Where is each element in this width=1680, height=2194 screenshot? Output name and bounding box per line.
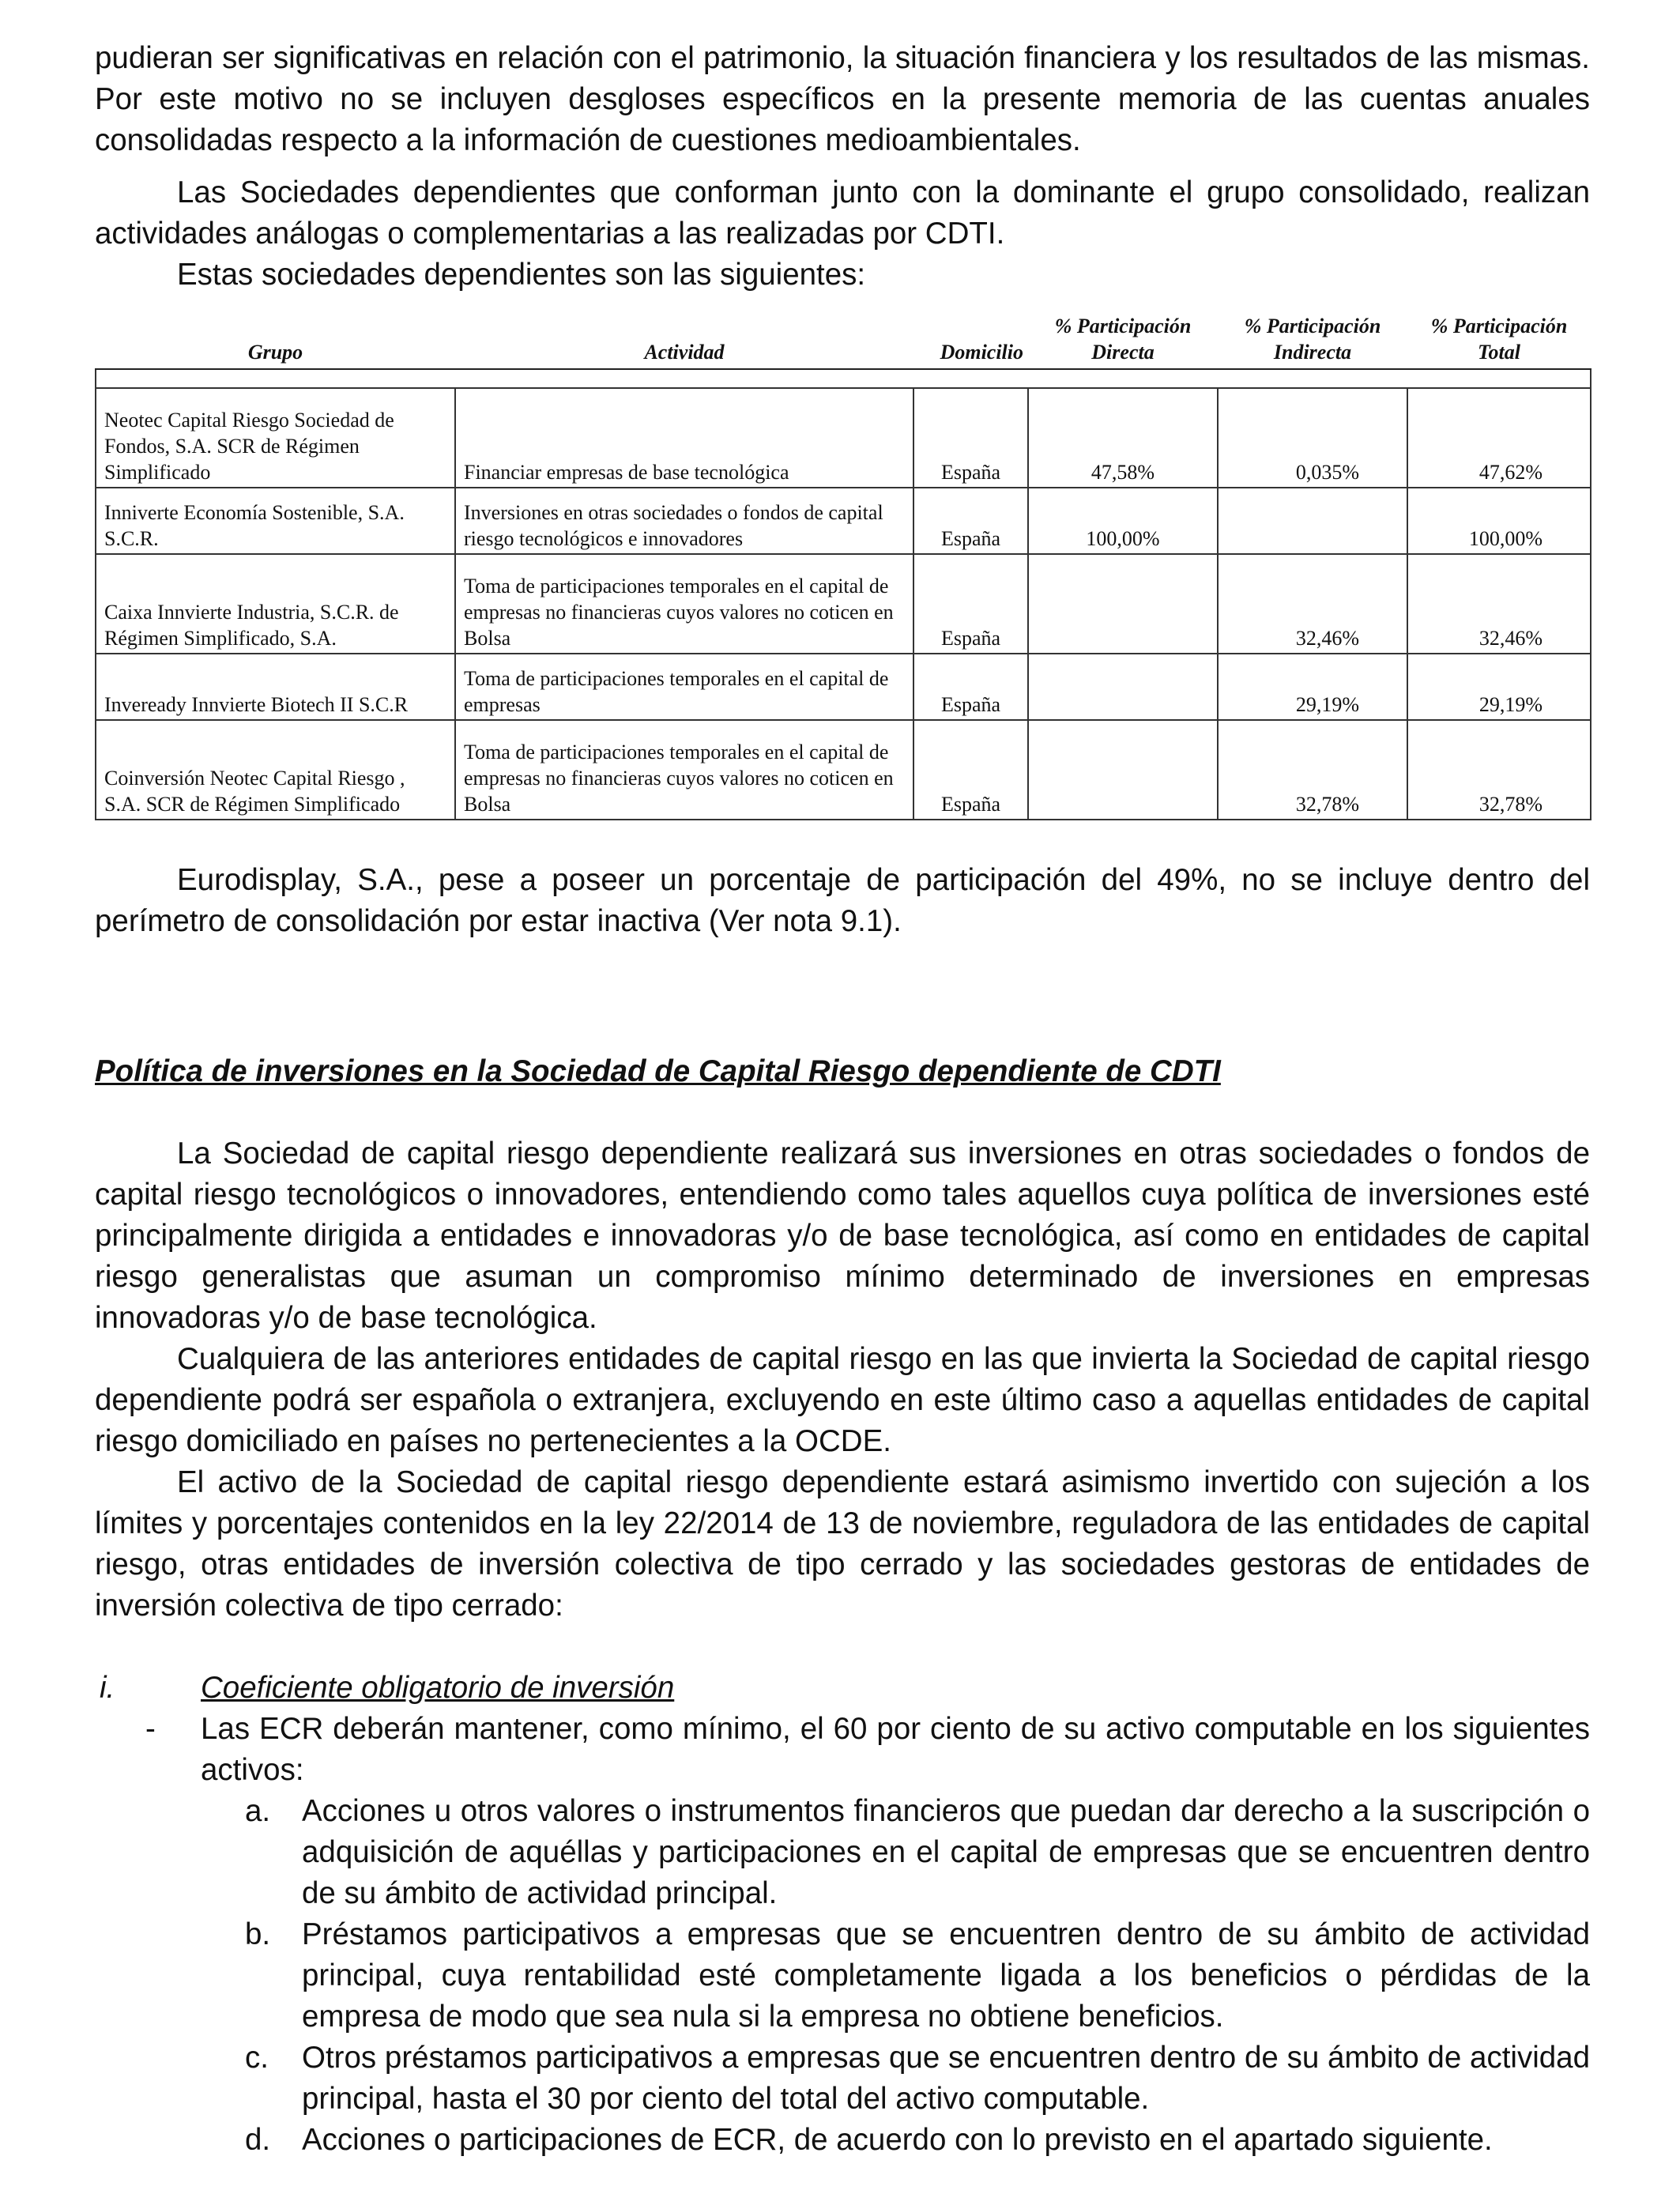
cell-indirecta: 0,035% <box>1218 388 1407 488</box>
header-total: % Participación Total <box>1407 313 1591 369</box>
header-grupo: Grupo <box>96 313 455 369</box>
coeficiente-title: Coeficiente obligatorio de inversión <box>201 1671 675 1705</box>
cell-indirecta: 29,19% <box>1218 654 1407 720</box>
eurodisplay-paragraph: Eurodisplay, S.A., pese a poseer un porcentaje de participación del 49%, no se incluye dentro del perímetro de consolidación por estar inactiva (Ver nota 9.1). <box>95 863 1590 938</box>
cell-actividad: Toma de participaciones temporales en el capital de empresas no financieras cuyos valores no coticen en Bolsa <box>455 554 913 654</box>
cell-grupo: Inniverte Economía Sostenible, S.A. S.C.R. <box>96 488 455 554</box>
subsidiaries-table <box>95 313 1591 820</box>
list-marker: d. <box>245 2123 271 2157</box>
list-marker: b. <box>245 1917 271 1951</box>
table-row <box>96 488 1591 554</box>
intro-paragraph-2: Las Sociedades dependientes que conforman junto con la dominante el grupo consolidado, realizan actividades análogas o complementarias a las realizadas por CDTI. <box>95 175 1590 251</box>
table-row <box>96 720 1591 820</box>
cell-total: 47,62% <box>1407 388 1591 488</box>
cell-domicilio: España <box>913 720 1028 820</box>
list-item-text: Préstamos participativos a empresas que se encuentren dentro de su ámbito de actividad principal, cuya rentabilidad esté completamente ligada a los beneficios o pérdidas de la empresa de modo que sea nula si la empresa no obtiene beneficios. <box>302 1917 1590 2034</box>
table-header-row <box>96 313 1591 369</box>
cell-domicilio: España <box>913 654 1028 720</box>
cell-directa: 47,58% <box>1028 388 1218 488</box>
cell-grupo: Coinversión Neotec Capital Riesgo , S.A. SCR de Régimen Simplificado <box>96 720 455 820</box>
cell-indirecta: 32,46% <box>1218 554 1407 654</box>
table-row <box>96 654 1591 720</box>
header-domicilio: Domicilio <box>913 313 1028 369</box>
list-item-text: Otros préstamos participativos a empresas que se encuentren dentro de su ámbito de actividad principal, hasta el 30 por ciento del total del activo computable. <box>302 2041 1590 2116</box>
table-spacer <box>96 369 1591 388</box>
cell-grupo: Neotec Capital Riesgo Sociedad de Fondos, S.A. SCR de Régimen Simplificado <box>96 388 455 488</box>
cell-actividad: Toma de participaciones temporales en el capital de empresas no financieras cuyos valores no coticen en Bolsa <box>455 720 913 820</box>
cell-total: 100,00% <box>1407 488 1591 554</box>
list-item <box>95 2120 1590 2161</box>
intro-paragraph-1: pudieran ser significativas en relación con el patrimonio, la situación financiera y los resultados de las mismas. Por este motivo no se incluyen desgloses específicos en la presente memoria de las cuentas anuales consolidadas respecto a la información de cuestiones medioambientales. <box>95 41 1590 157</box>
cell-grupo: Caixa Innvierte Industria, S.C.R. de Régimen Simplificado, S.A. <box>96 554 455 654</box>
cell-domicilio: España <box>913 488 1028 554</box>
cell-directa <box>1028 720 1218 820</box>
politica-paragraph-2: Cualquiera de las anteriores entidades de capital riesgo en las que invierta la Sociedad de capital riesgo dependiente podrá ser española o extranjera, excluyendo en este último caso a aquellas entidades de capital riesgo domiciliado en países no pertenecientes a la OCDE. <box>95 1342 1590 1458</box>
cell-indirecta <box>1218 488 1407 554</box>
cell-total: 32,46% <box>1407 554 1591 654</box>
cell-indirecta: 32,78% <box>1218 720 1407 820</box>
cell-domicilio: España <box>913 554 1028 654</box>
politica-paragraph-1: La Sociedad de capital riesgo dependiente realizará sus inversiones en otras sociedades o fondos de capital riesgo tecnológicos o innovadores, entendiendo como tales aquellos cuya política de inversiones esté principalmente dirigida a entidades e innovadoras y/o de base tecnológica, así como en entidades de capital riesgo generalistas que asuman un compromiso mínimo determinado de inversiones en empresas innovadoras y/o de base tecnológica. <box>95 1137 1590 1335</box>
list-item <box>95 1791 1590 1914</box>
list-marker: i. <box>100 1671 115 1705</box>
cell-actividad: Financiar empresas de base tecnológica <box>455 388 913 488</box>
table-row <box>96 388 1591 488</box>
coeficiente-heading <box>95 1668 1590 1709</box>
table-row <box>96 554 1591 654</box>
cell-actividad: Toma de participaciones temporales en el capital de empresas <box>455 654 913 720</box>
cell-total: 32,78% <box>1407 720 1591 820</box>
section-heading: Política de inversiones en la Sociedad de Capital Riesgo dependiente de CDTI <box>95 1054 1221 1088</box>
cell-directa <box>1028 554 1218 654</box>
list-item-text: Acciones u otros valores o instrumentos financieros que puedan dar derecho a la suscripción o adquisición de aquéllas y participaciones en el capital de empresas que se encuentren dentro de su ámbito de actividad principal. <box>302 1794 1590 1910</box>
header-indirecta: % Participación Indirecta <box>1218 313 1407 369</box>
intro-paragraph-3: Estas sociedades dependientes son las siguientes: <box>177 258 866 292</box>
header-directa: % Participación Directa <box>1028 313 1218 369</box>
list-marker: c. <box>245 2041 269 2075</box>
document-page <box>95 38 1590 2161</box>
cell-directa <box>1028 654 1218 720</box>
cell-actividad: Inversiones en otras sociedades o fondos de capital riesgo tecnológicos e innovadores <box>455 488 913 554</box>
cell-domicilio: España <box>913 388 1028 488</box>
list-item <box>95 1914 1590 2038</box>
dash-text: Las ECR deberán mantener, como mínimo, el 60 por ciento de su activo computable en los siguientes activos: <box>201 1712 1590 1787</box>
politica-paragraph-3: El activo de la Sociedad de capital riesgo dependiente estará asimismo invertido con sujeción a los límites y porcentajes contenidos en la ley 22/2014 de 13 de noviembre, reguladora de las entidades de capital riesgo, otras entidades de inversión colectiva de tipo cerrado y las sociedades gestoras de entidades de inversión colectiva de tipo cerrado: <box>95 1465 1590 1623</box>
list-marker: a. <box>245 1794 271 1828</box>
cell-grupo: Inveready Innvierte Biotech II S.C.R <box>96 654 455 720</box>
cell-total: 29,19% <box>1407 654 1591 720</box>
list-item <box>95 2038 1590 2120</box>
list-item-text: Acciones o participaciones de ECR, de acuerdo con lo previsto en el apartado siguiente. <box>302 2123 1493 2157</box>
cell-directa: 100,00% <box>1028 488 1218 554</box>
header-actividad: Actividad <box>455 313 913 369</box>
dash-list-item <box>95 1709 1590 1791</box>
dash-marker: - <box>145 1712 156 1746</box>
